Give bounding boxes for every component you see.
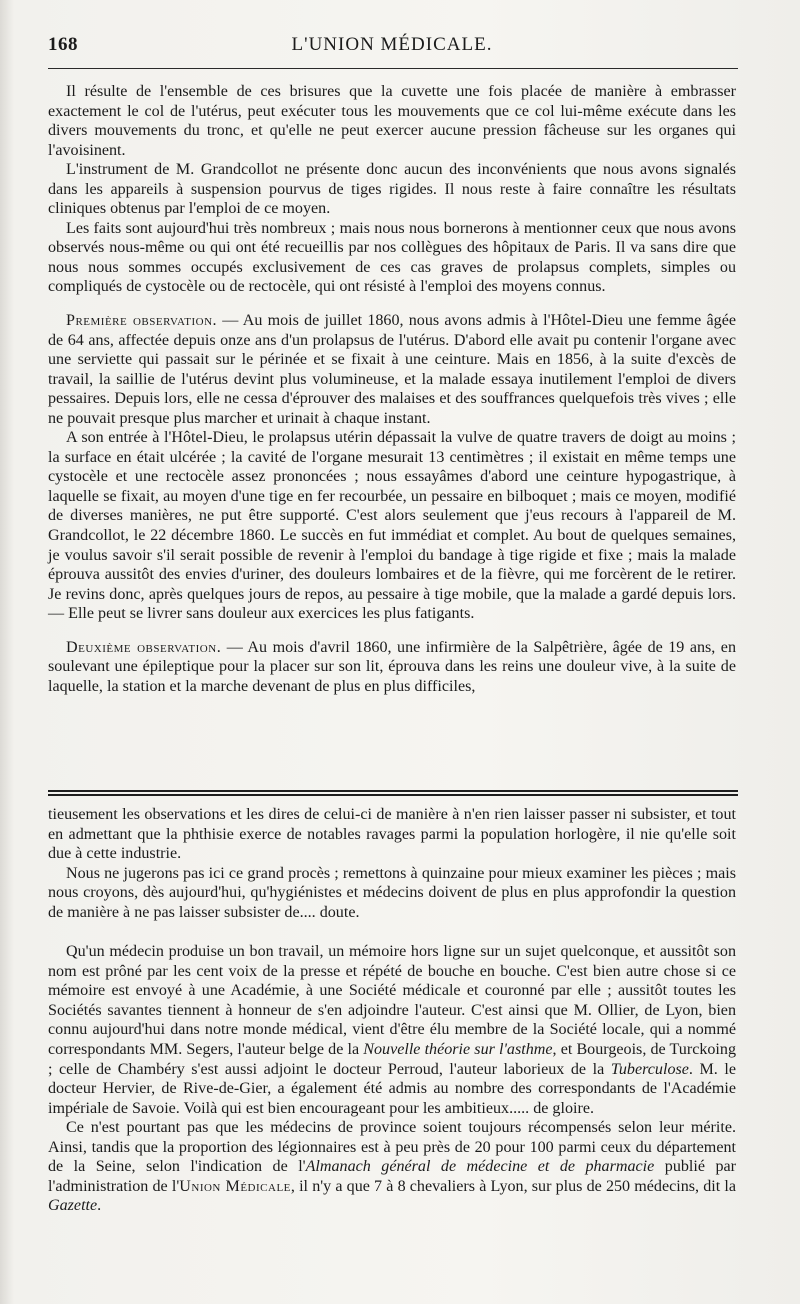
text-run: publié par l'administration de l' [48, 1158, 736, 1195]
feuilleton-paragraph [48, 942, 736, 1118]
feuilleton-paragraph: Nous ne jugerons pas ici ce grand procès ; remettons à quinzaine pour mieux examiner les pièces ; mais nous croyons, dès aujourd'hui, qu'hygiénistes et médecins doivent de plus en plus approfondir la question de manière à ne pas laisser subsister de.... doute. [48, 864, 736, 921]
observation-text: — Au mois d'avril 1860, une infirmière de la Salpêtrière, âgée de 19 ans, en soulevant une épileptique pour la placer sur son lit, éprouva dans les reins une douleur vive, à la suite de laquelle, la station et la marche devenant de plus en plus difficiles, [48, 638, 736, 695]
feuilleton-body [48, 805, 736, 1216]
text-run: , il n'y a que 7 à 8 chevaliers à Lyon, sur plus de 250 médecins, dit la [290, 1177, 736, 1195]
italic-title: Almanach général de médecine et de pharmacie [305, 1158, 655, 1176]
article-body [48, 82, 736, 696]
page-header [48, 34, 736, 60]
article-paragraph: Les faits sont aujourd'hui très nombreux ; mais nous nous bornerons à mentionner ceux que nous avons observés nous-même ou qui ont été recueillis par nos collègues des hôpitaux de Paris. Il va sans dire que nous nous sommes occupés exclusivement de ces cas graves de prolapsus complets, simples ou compliqués de cystocèle ou de rectocèle, qui ont résisté à l'emploi des moyens connus. [48, 219, 736, 296]
text-run: Qu'un médecin produise un bon travail, un mémoire hors ligne sur un sujet quelconque, et aussitôt son nom est prôné par les cent voix de la presse et répété de bouche en bouche. C'est bien autre chose si ce mémoire est envoyé à une Académie, à une Société médicale et couronné par elle ; aussitôt toutes les Sociétés savantes tiennent à honneur de s'en adjoindre l'auteur. C'est ainsi que M. Ollier, de Lyon, bien connu aujourd'hui dans notre monde médical, vient d'être élu membre de la Société locale, qui a nommé correspondants MM. Segers, l'auteur belge de la [48, 943, 736, 1059]
article-paragraph: Il résulte de l'ensemble de ces brisures que la cuvette une fois placée de manière à embrasser exactement le col de l'utérus, peut exécuter tous les mouvements que ce col lui-même exécute dans les divers mouvements du tronc, et qu'elle ne peut exercer aucune pression fâcheuse sur les organes qui l'avoisinent. [48, 83, 736, 159]
journal-name: Union Médicale [179, 1177, 291, 1195]
feuilleton-separator [48, 790, 738, 796]
text-run: . M. le docteur Hervier, de Rive-de-Gier, a également été admis au nombre des correspondants de l'Académie impériale de Savoie. Voilà qui est bien encourageant pour les ambitieux..... de gloire. [48, 1060, 736, 1117]
text-run: Ce n'est pourtant pas que les médecins de province soient toujours récompensés selon leur mérite. Ainsi, tandis que la proportion des légionnaires est à peu près de 20 pour 100 parmi ceux du département de la Seine, selon l'indication de l' [48, 1119, 736, 1176]
italic-title: Tuberculose [610, 1060, 689, 1078]
feuilleton-paragraph [48, 1118, 736, 1216]
italic-title: Nouvelle théorie sur l'asthme [363, 1041, 553, 1059]
article-paragraph: A son entrée à l'Hôtel-Dieu, le prolapsus utérin dépassait la vulve de quatre travers de doigt au moins ; la surface en était ulcérée ; la cavité de l'organe mesurait 13 centimètres ; il existait en même temps une cystocèle et une rectocèle assez prononcées ; nous essayâmes d'abord une ceinture hypogastrique, à laquelle se fixait, au moyen d'une tige en fer recourbée, un pessaire en bilboquet ; mais ce moyen, modifié de diverses manières, ne put être supporté. C'est alors seulement que j'eus recours à l'appareil de M. Grandcollot, le 22 décembre 1860. Le succès en fut immédiat et complet. Au bout de quelques semaines, je voulus savoir s'il serait possible de revenir à l'emploi du bandage à tige rigide et fixe ; mais la malade éprouva aussitôt des envies d'uriner, des douleurs lombaires et de la fièvre, qui me forcèrent de le retirer. Je revins donc, après quelques jours de repos, au pessaire à tige mobile, que la malade a gardé depuis lors. — Elle peut se livrer sans douleur aux exercices les plus fatigants. [48, 429, 736, 623]
text-run: . [97, 1197, 102, 1215]
running-title: L'UNION MÉDICALE. [291, 34, 493, 55]
observation-text: — Au mois de juillet 1860, nous avons admis à l'Hôtel-Dieu une femme âgée de 64 ans, affectée depuis onze ans d'un prolapsus de l'utérus. D'abord elle avait pu contenir l'organe avec une serviette qui passait sur le périnée et se fixait à une ceinture. Mais en 1856, à la suite d'excès de travail, la saillie de l'utérus devint plus volumineuse, et la malade essaya inutilement l'emploi de divers pessaires. Depuis lors, elle ne cessa d'éprouver des malaises et des souffrances quelquefois très vives ; elle ne pouvait presque plus marcher et urinait à chaque instant. [48, 312, 737, 427]
page-number: 168 [48, 34, 78, 55]
observation-heading: Deuxième observation. [66, 638, 222, 656]
observation-heading: Première observation. [66, 312, 218, 330]
italic-title: Gazette [48, 1197, 98, 1215]
article-paragraph: L'instrument de M. Grandcollot ne présente donc aucun des inconvénients que nous avons signalés dans les appareils à suspension pourvus de tiges rigides. Il nous reste à faire connaître les résultats cliniques obtenus par l'emploi de ce moyen. [48, 161, 736, 218]
observation-paragraph [48, 638, 736, 697]
feuilleton-paragraph: tieusement les observations et les dires de celui-ci de manière à n'en rien laisser passer ni subsister, et tout en admettant que la phthisie exerce de notables ravages parmi la population horlogère, il nie qu'elle soit due à cette industrie. [48, 806, 736, 863]
text-run: , et Bourgeois, de Turckoing ; celle de Chambéry s'est aussi adjoint le docteur Perroud, l'auteur laborieux de la [48, 1041, 736, 1078]
observation-paragraph [48, 311, 736, 428]
header-rule [48, 68, 738, 69]
